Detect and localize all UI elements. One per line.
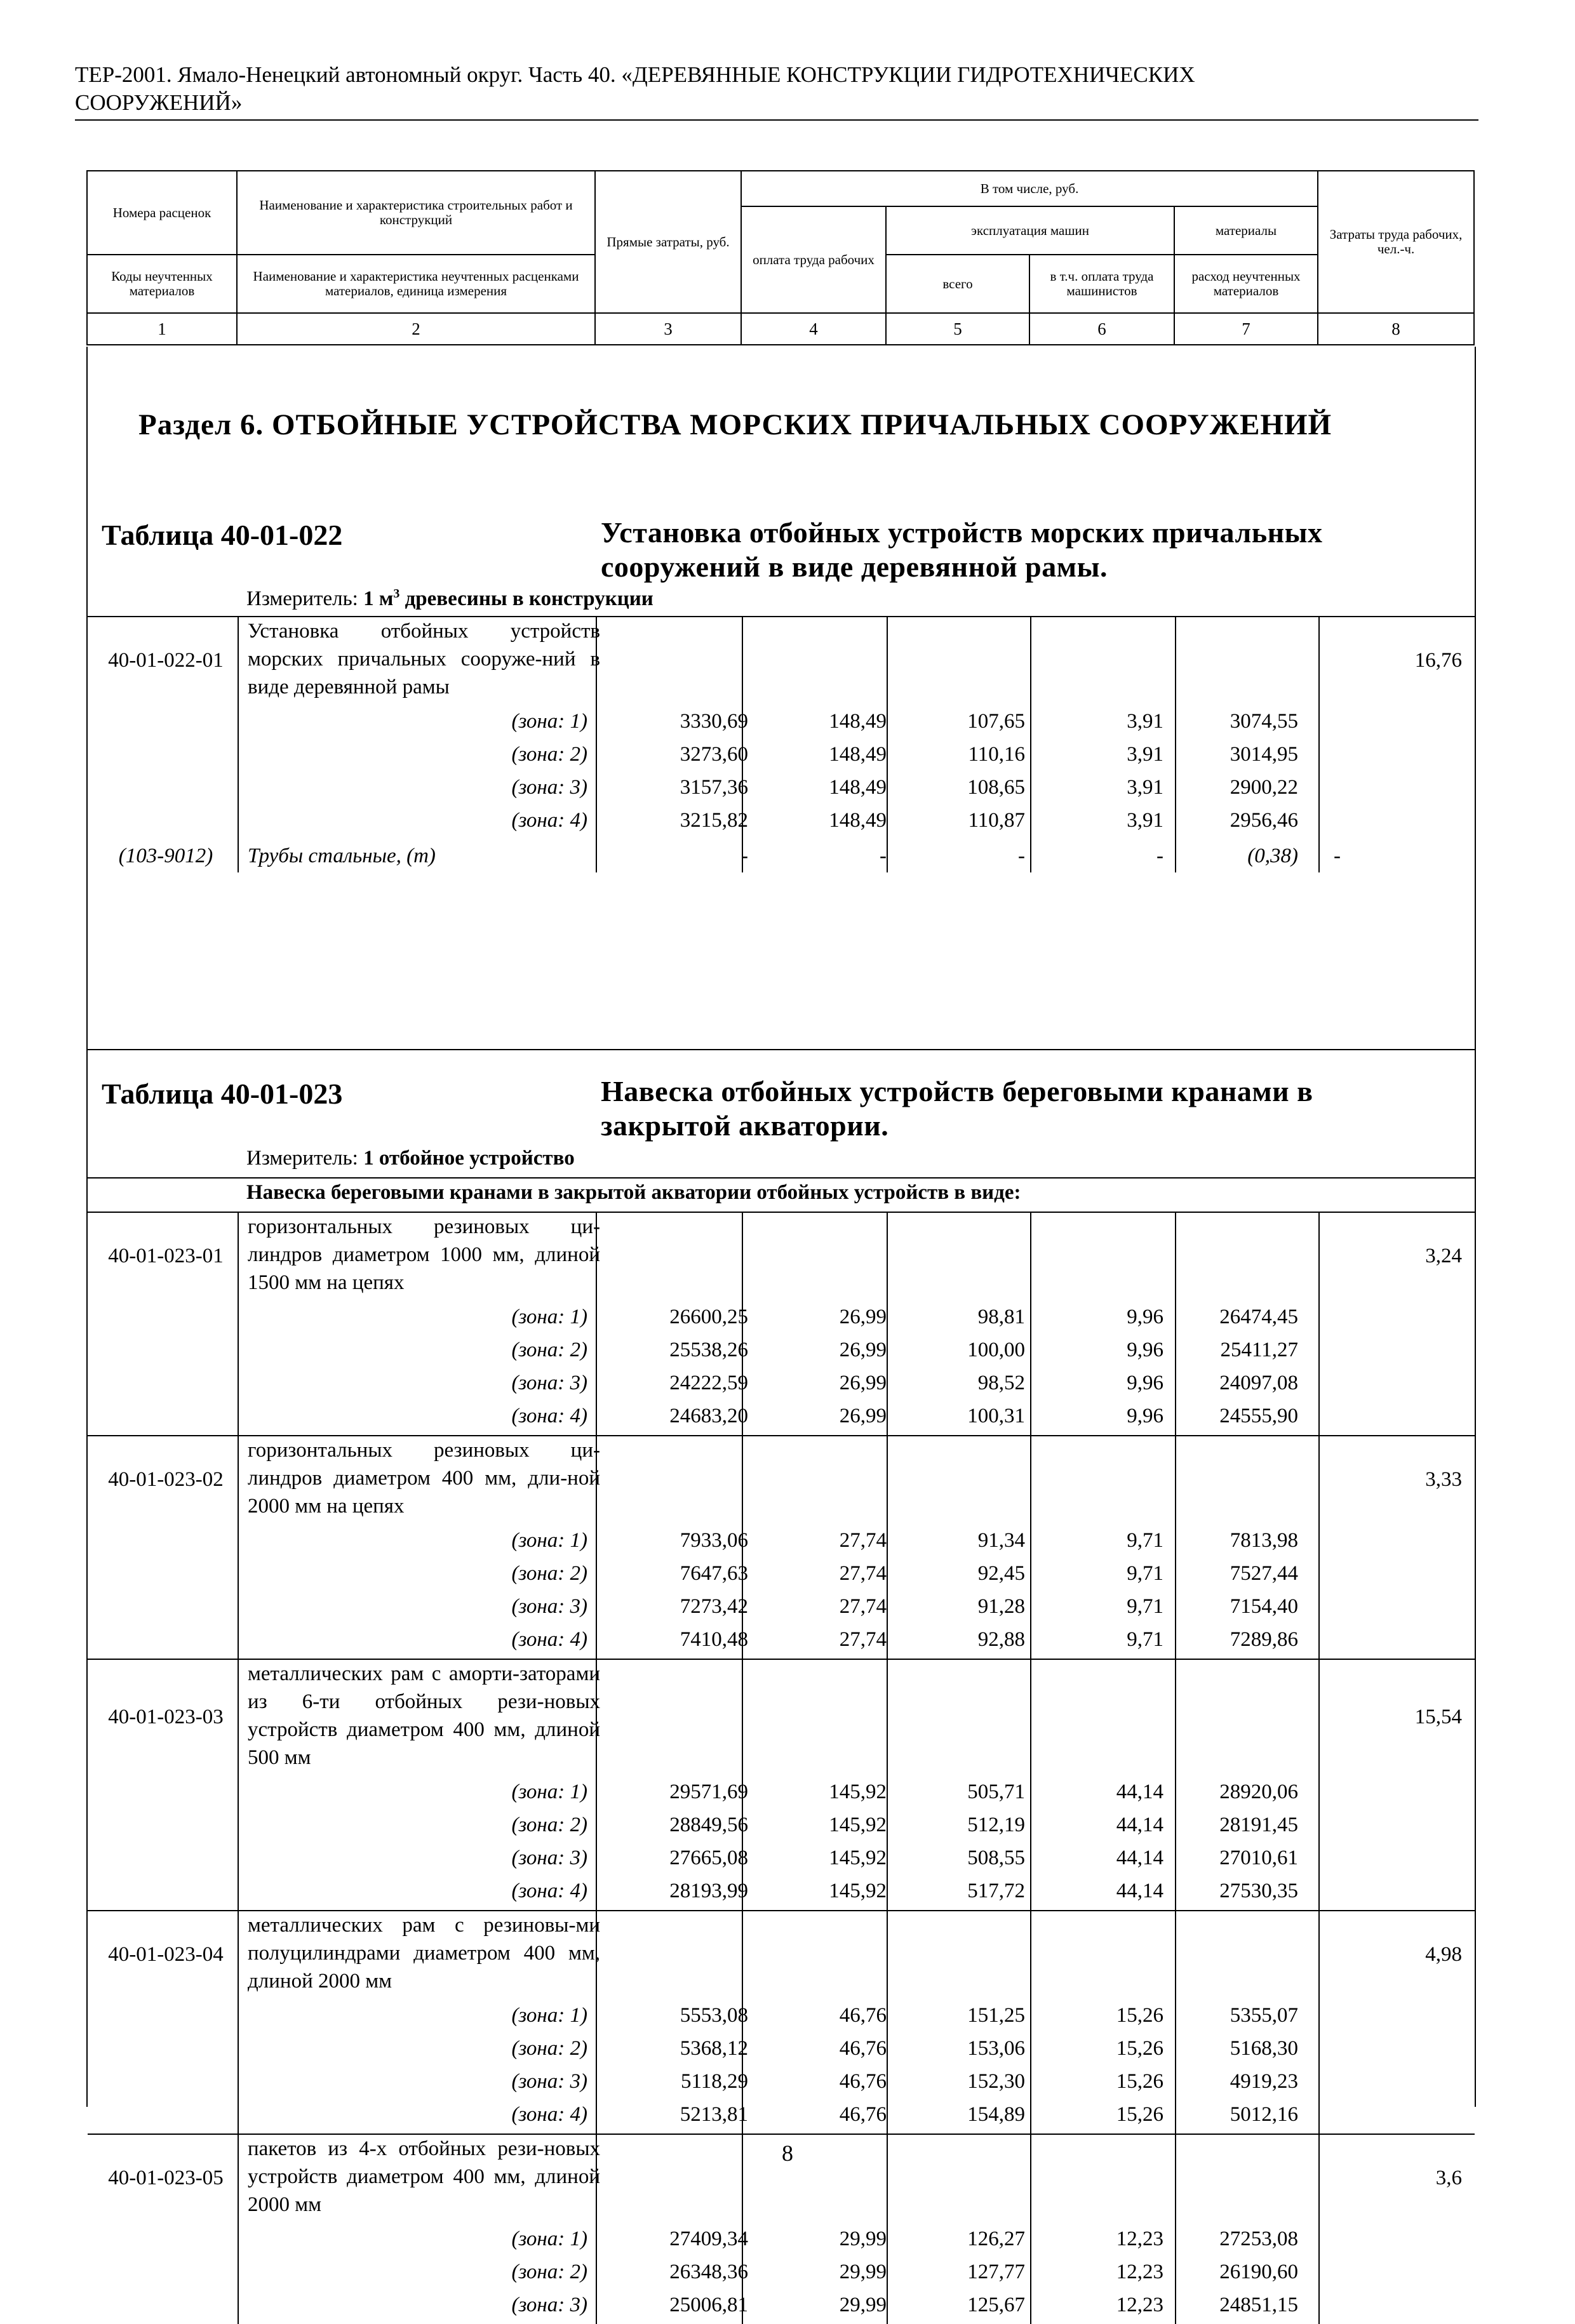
machine-cost: 508,55 bbox=[967, 1847, 1025, 1869]
document-header-line1: ТЕР-2001. Ямало-Ненецкий автономный округ. Часть 40. «ДЕРЕВЯННЫЕ КОНСТРУКЦИИ ГИДРОТЕХНИЧЕСКИХ bbox=[75, 62, 1195, 87]
item-code: 40-01-022-01 bbox=[108, 649, 224, 672]
price-table-sheet bbox=[86, 170, 1473, 2316]
direct-cost: 3157,36 bbox=[680, 776, 748, 799]
column-header-table bbox=[86, 170, 1475, 345]
item-code: 40-01-023-02 bbox=[108, 1468, 224, 1491]
item-name: металлических рам с резиновы-ми полуцилиндрами диаметром 400 мм, длиной 2000 мм bbox=[248, 1914, 600, 1993]
zone-label: (зона: 1) bbox=[511, 710, 587, 733]
materials-cost: 25411,27 bbox=[1220, 1339, 1298, 1361]
table1-label: Таблица 40-01-022 bbox=[102, 519, 343, 551]
worker-wage: 27,74 bbox=[839, 1562, 887, 1585]
materials-cost: 27253,08 bbox=[1219, 2227, 1298, 2250]
worker-wage: 26,99 bbox=[839, 1339, 887, 1361]
zone-label: (зона: 3) bbox=[511, 1372, 587, 1394]
col7-header: расход неучтенных материалов bbox=[1174, 255, 1318, 313]
operator-wage: - bbox=[1156, 845, 1163, 867]
col2-header-bottom: Наименование и характеристика неучтенных расценками материалов, единица измерения bbox=[237, 255, 595, 313]
machine-cost: 98,81 bbox=[977, 1306, 1025, 1328]
item-block bbox=[88, 1659, 1475, 1910]
zone-label: (зона: 3) bbox=[511, 1595, 587, 1618]
materials-cost: 2900,22 bbox=[1230, 776, 1298, 799]
machine-cost: 127,77 bbox=[967, 2261, 1025, 2283]
materials-cost: 28191,45 bbox=[1219, 1813, 1298, 1836]
direct-cost: 28193,99 bbox=[669, 1880, 748, 1902]
item-block bbox=[88, 1910, 1475, 2134]
worker-wage: 148,49 bbox=[829, 743, 887, 766]
direct-cost: 29571,69 bbox=[669, 1780, 748, 1803]
table-row bbox=[88, 1333, 1475, 1366]
table-row bbox=[88, 2032, 1475, 2065]
col8-header: Затраты труда рабочих, чел.-ч. bbox=[1318, 171, 1474, 313]
worker-wage: 29,99 bbox=[839, 2294, 887, 2316]
worker-wage: 26,99 bbox=[839, 1372, 887, 1394]
operator-wage: 9,96 bbox=[1127, 1306, 1163, 1328]
zone-label: (зона: 3) bbox=[511, 1847, 587, 1869]
operator-wage: 9,96 bbox=[1127, 1372, 1163, 1394]
machine-cost: 110,87 bbox=[968, 809, 1025, 832]
worker-wage: 26,99 bbox=[839, 1405, 887, 1427]
direct-cost: 27665,08 bbox=[669, 1847, 748, 1869]
zone-label: (зона: 2) bbox=[511, 1339, 587, 1361]
table-row bbox=[88, 1874, 1475, 1907]
labor-cost: 4,98 bbox=[1425, 1943, 1462, 1966]
machine-cost: 100,00 bbox=[967, 1339, 1025, 1361]
table2-label: Таблица 40-01-023 bbox=[102, 1078, 343, 1110]
machine-cost: 91,28 bbox=[977, 1595, 1025, 1618]
zone-label: (зона: 3) bbox=[511, 2070, 587, 2093]
item-code: 40-01-023-01 bbox=[108, 1245, 224, 1267]
col1-header-top: Номера расценок bbox=[87, 171, 237, 255]
item-block bbox=[88, 1212, 1475, 1435]
materials-cost: 3014,95 bbox=[1230, 743, 1298, 766]
col-number: 3 bbox=[595, 313, 741, 345]
worker-wage: 46,76 bbox=[839, 2037, 887, 2060]
col6-header: в т.ч. оплата труда машинистов bbox=[1029, 255, 1174, 313]
column-divider bbox=[596, 839, 597, 872]
col5-header: всего bbox=[886, 255, 1029, 313]
operator-wage: 12,23 bbox=[1116, 2294, 1163, 2316]
direct-cost: 27409,34 bbox=[669, 2227, 748, 2250]
worker-wage: 29,99 bbox=[839, 2227, 887, 2250]
column-divider bbox=[1318, 839, 1320, 872]
worker-wage: 46,76 bbox=[839, 2103, 887, 2126]
section-title: Раздел 6. ОТБОЙНЫЕ УСТРОЙСТВА МОРСКИХ ПРИЧАЛЬНЫХ СООРУЖЕНИЙ bbox=[138, 408, 1332, 441]
table-row bbox=[88, 1366, 1475, 1399]
table-row bbox=[88, 1590, 1475, 1623]
zone-label: (зона: 1) bbox=[511, 1529, 587, 1552]
worker-wage: 145,92 bbox=[829, 1880, 887, 1902]
machine-cost: 110,16 bbox=[968, 743, 1025, 766]
group-header-machines: эксплуатация машин bbox=[886, 206, 1174, 255]
operator-wage: 12,23 bbox=[1116, 2261, 1163, 2283]
meter-prefix: Измеритель: bbox=[246, 1147, 358, 1170]
item-name: горизонтальных резиновых ци-линдров диаметром 400 мм, дли-ной 2000 мм на цепях bbox=[248, 1439, 600, 1518]
col-number: 4 bbox=[741, 313, 886, 345]
group-header-materials: материалы bbox=[1174, 206, 1318, 255]
table-row bbox=[88, 804, 1475, 837]
materials-cost: 24097,08 bbox=[1219, 1372, 1298, 1394]
col3-header: Прямые затраты, руб. bbox=[595, 171, 741, 313]
zone-label: (зона: 1) bbox=[511, 1780, 587, 1803]
column-divider bbox=[238, 839, 239, 872]
table-row bbox=[88, 1399, 1475, 1432]
machine-cost: 126,27 bbox=[967, 2227, 1025, 2250]
machine-cost: 517,72 bbox=[967, 1880, 1025, 1902]
materials-cost: 27530,35 bbox=[1219, 1880, 1298, 1902]
col-number: 6 bbox=[1029, 313, 1174, 345]
zone-label: (зона: 4) bbox=[511, 809, 587, 832]
zone-label: (зона: 2) bbox=[511, 1562, 587, 1585]
direct-cost: 5368,12 bbox=[680, 2037, 748, 2060]
machine-cost: 125,67 bbox=[967, 2294, 1025, 2316]
worker-wage: 148,49 bbox=[829, 809, 887, 832]
zone-label: (зона: 1) bbox=[511, 2227, 587, 2250]
direct-cost: 24683,20 bbox=[669, 1405, 748, 1427]
labor-cost: 15,54 bbox=[1414, 1706, 1462, 1728]
worker-wage: 145,92 bbox=[829, 1813, 887, 1836]
operator-wage: 12,23 bbox=[1116, 2227, 1163, 2250]
zone-label: (зона: 4) bbox=[511, 1880, 587, 1902]
operator-wage: 15,26 bbox=[1116, 2004, 1163, 2027]
col-number: 8 bbox=[1318, 313, 1474, 345]
operator-wage: 15,26 bbox=[1116, 2070, 1163, 2093]
meter-value: 1 м bbox=[363, 587, 394, 610]
direct-cost: 7647,63 bbox=[680, 1562, 748, 1585]
table-row bbox=[88, 738, 1475, 771]
operator-wage: 15,26 bbox=[1116, 2037, 1163, 2060]
meter-value: 1 отбойное устройство bbox=[363, 1147, 575, 1170]
materials-cost: 24555,90 bbox=[1219, 1405, 1298, 1427]
labor-cost: 3,24 bbox=[1425, 1245, 1462, 1267]
item-name: Установка отбойных устройств морских причальных сооруже-ний в виде деревянной рамы bbox=[248, 620, 600, 698]
materials-cost: 2956,46 bbox=[1230, 809, 1298, 832]
direct-cost: 7933,06 bbox=[680, 1529, 748, 1552]
direct-cost: 25006,81 bbox=[669, 2294, 748, 2316]
machine-cost: 100,31 bbox=[967, 1405, 1025, 1427]
materials-cost: 28920,06 bbox=[1219, 1780, 1298, 1803]
machine-cost: 153,06 bbox=[967, 2037, 1025, 2060]
operator-wage: 9,71 bbox=[1127, 1595, 1163, 1618]
operator-wage: 9,71 bbox=[1127, 1529, 1163, 1552]
page-number: 8 bbox=[782, 2140, 793, 2166]
worker-wage: 27,74 bbox=[839, 1628, 887, 1651]
table-row bbox=[88, 1999, 1475, 2032]
col-number: 1 bbox=[87, 313, 237, 345]
item-name: горизонтальных резиновых ци-линдров диаметром 1000 мм, длиной 1500 мм на цепях bbox=[248, 1215, 600, 1294]
direct-cost: 26600,25 bbox=[669, 1306, 748, 1328]
zone-label: (зона: 3) bbox=[511, 2294, 587, 2316]
table-row bbox=[88, 2288, 1475, 2321]
table-row bbox=[88, 705, 1475, 738]
zone-label: (зона: 3) bbox=[511, 776, 587, 799]
direct-cost: 24222,59 bbox=[669, 1372, 748, 1394]
worker-wage: 26,99 bbox=[839, 1306, 887, 1328]
machine-cost: 108,65 bbox=[967, 776, 1025, 799]
meter-prefix: Измеритель: bbox=[246, 587, 358, 610]
direct-cost: 7410,48 bbox=[680, 1628, 748, 1651]
operator-wage: 44,14 bbox=[1116, 1880, 1163, 1902]
table-row bbox=[88, 1775, 1475, 1808]
zone-label: (зона: 1) bbox=[511, 2004, 587, 2027]
machine-cost: 151,25 bbox=[967, 2004, 1025, 2027]
machine-cost: 107,65 bbox=[967, 710, 1025, 733]
operator-wage: 9,96 bbox=[1127, 1339, 1163, 1361]
worker-wage: - bbox=[880, 845, 887, 867]
direct-cost: 25538,26 bbox=[669, 1339, 748, 1361]
machine-cost: 512,19 bbox=[967, 1813, 1025, 1836]
item-block bbox=[88, 1435, 1475, 1659]
worker-wage: 27,74 bbox=[839, 1529, 887, 1552]
materials-cost: 4919,23 bbox=[1230, 2070, 1298, 2093]
materials-cost: 24851,15 bbox=[1219, 2294, 1298, 2316]
operator-wage: 3,91 bbox=[1127, 710, 1163, 733]
operator-wage: 44,14 bbox=[1116, 1847, 1163, 1869]
item-code: 40-01-023-04 bbox=[108, 1943, 224, 1966]
operator-wage: 3,91 bbox=[1127, 809, 1163, 832]
materials-cost: 26190,60 bbox=[1219, 2261, 1298, 2283]
machine-cost: 154,89 bbox=[967, 2103, 1025, 2126]
materials-cost: 26474,45 bbox=[1219, 1306, 1298, 1328]
machine-cost: 152,30 bbox=[967, 2070, 1025, 2093]
table-row bbox=[88, 1623, 1475, 1656]
direct-cost: - bbox=[741, 845, 748, 867]
zone-label: (зона: 2) bbox=[511, 1813, 587, 1836]
table-row bbox=[88, 1557, 1475, 1590]
divider bbox=[88, 1049, 1475, 1050]
direct-cost: 5553,08 bbox=[680, 2004, 748, 2027]
machine-cost: 91,34 bbox=[977, 1529, 1025, 1552]
direct-cost: 26348,36 bbox=[669, 2261, 748, 2283]
materials-cost: 7154,40 bbox=[1230, 1595, 1298, 1618]
materials-cost: 7527,44 bbox=[1230, 1562, 1298, 1585]
table-row bbox=[88, 1524, 1475, 1557]
operator-wage: 3,91 bbox=[1127, 743, 1163, 766]
table-row bbox=[88, 2255, 1475, 2288]
col2-header-top: Наименование и характеристика строительных работ и конструкций bbox=[237, 171, 595, 255]
zone-label: (зона: 4) bbox=[511, 1628, 587, 1651]
zone-label: (зона: 2) bbox=[511, 2037, 587, 2060]
group-header-all: В том числе, руб. bbox=[741, 171, 1318, 206]
materials-cost: 5168,30 bbox=[1230, 2037, 1298, 2060]
materials-cost: 27010,61 bbox=[1219, 1847, 1298, 1869]
item-code: 40-01-023-03 bbox=[108, 1706, 224, 1728]
operator-wage: 44,14 bbox=[1116, 1780, 1163, 1803]
item-name: пакетов из 4-х отбойных рези-новых устройств диаметром 400 мм, длиной 2000 мм bbox=[248, 2137, 600, 2216]
worker-wage: 46,76 bbox=[839, 2004, 887, 2027]
table2-subhead: Навеска береговыми кранами в закрытой акватории отбойных устройств в виде: bbox=[246, 1181, 1021, 1204]
table-row bbox=[88, 1841, 1475, 1874]
machine-cost: 98,52 bbox=[977, 1372, 1025, 1394]
document-header-line2: СООРУЖЕНИЙ» bbox=[75, 90, 243, 115]
materials-cost: 5355,07 bbox=[1230, 2004, 1298, 2027]
table1-title: Установка отбойных устройств морских причальных сооружений в виде деревянной рамы. bbox=[601, 516, 1323, 583]
meter-rest: древесины в конструкции bbox=[405, 587, 653, 610]
col-number: 2 bbox=[237, 313, 595, 345]
labor-cost: 3,33 bbox=[1425, 1468, 1462, 1491]
divider bbox=[88, 1177, 1475, 1179]
worker-wage: 29,99 bbox=[839, 2261, 887, 2283]
meter-superscript: 3 bbox=[393, 587, 400, 601]
operator-wage: 9,71 bbox=[1127, 1628, 1163, 1651]
worker-wage: 46,76 bbox=[839, 2070, 887, 2093]
worker-wage: 27,74 bbox=[839, 1595, 887, 1618]
materials-cost: 5012,16 bbox=[1230, 2103, 1298, 2126]
labor-cost: 16,76 bbox=[1414, 649, 1462, 672]
materials-cost: 3074,55 bbox=[1230, 710, 1298, 733]
zone-label: (зона: 4) bbox=[511, 1405, 587, 1427]
table-row bbox=[88, 1808, 1475, 1841]
material-name: Трубы стальные, (т) bbox=[248, 845, 436, 867]
table-body bbox=[86, 347, 1476, 2316]
table-row bbox=[88, 2065, 1475, 2098]
col1-header-bottom: Коды неучтенных материалов bbox=[87, 255, 237, 313]
machine-cost: 92,45 bbox=[977, 1562, 1025, 1585]
labor-cost: 3,6 bbox=[1435, 2167, 1462, 2189]
operator-wage: 9,71 bbox=[1127, 1562, 1163, 1585]
direct-cost: 3330,69 bbox=[680, 710, 748, 733]
table2-title: Навеска отбойных устройств береговыми кранами в закрытой акватории. bbox=[601, 1075, 1313, 1142]
worker-wage: 145,92 bbox=[829, 1847, 887, 1869]
table2-meter bbox=[246, 1147, 575, 1170]
zone-label: (зона: 2) bbox=[511, 2261, 587, 2283]
table1-meter bbox=[246, 587, 653, 611]
operator-wage: 15,26 bbox=[1116, 2103, 1163, 2126]
material-consumption: (0,38) bbox=[1247, 845, 1298, 867]
machine-cost: - bbox=[1018, 845, 1025, 867]
item-code: 40-01-023-05 bbox=[108, 2167, 224, 2189]
zone-label: (зона: 4) bbox=[511, 2103, 587, 2126]
zone-label: (зона: 2) bbox=[511, 743, 587, 766]
col-number: 7 bbox=[1174, 313, 1318, 345]
item-block bbox=[88, 616, 1475, 839]
direct-cost: 28849,56 bbox=[669, 1813, 748, 1836]
direct-cost: 3273,60 bbox=[680, 743, 748, 766]
operator-wage: 44,14 bbox=[1116, 1813, 1163, 1836]
table-row bbox=[88, 771, 1475, 804]
direct-cost: 5118,29 bbox=[680, 2070, 748, 2093]
materials-cost: 7289,86 bbox=[1230, 1628, 1298, 1651]
zone-label: (зона: 1) bbox=[511, 1306, 587, 1328]
machine-cost: 505,71 bbox=[967, 1780, 1025, 1803]
operator-wage: 3,91 bbox=[1127, 776, 1163, 799]
machine-cost: 92,88 bbox=[977, 1628, 1025, 1651]
col4-header: оплата труда рабочих bbox=[741, 206, 886, 313]
document-header bbox=[75, 61, 1478, 121]
table-row bbox=[88, 2098, 1475, 2131]
worker-wage: 148,49 bbox=[829, 776, 887, 799]
item-name: металлических рам с аморти-заторами из 6-ти отбойных рези-новых устройств диаметром 400 мм, длиной 500 мм bbox=[248, 1662, 600, 1769]
col-number: 5 bbox=[886, 313, 1029, 345]
operator-wage: 9,96 bbox=[1127, 1405, 1163, 1427]
material-code: (103-9012) bbox=[118, 845, 213, 867]
worker-wage: 148,49 bbox=[829, 710, 887, 733]
material-row bbox=[88, 839, 1475, 872]
labor-cost: - bbox=[1334, 845, 1341, 867]
direct-cost: 5213,81 bbox=[680, 2103, 748, 2126]
direct-cost: 3215,82 bbox=[680, 809, 748, 832]
table-row bbox=[88, 1300, 1475, 1333]
materials-cost: 7813,98 bbox=[1230, 1529, 1298, 1552]
worker-wage: 145,92 bbox=[829, 1780, 887, 1803]
direct-cost: 7273,42 bbox=[680, 1595, 748, 1618]
